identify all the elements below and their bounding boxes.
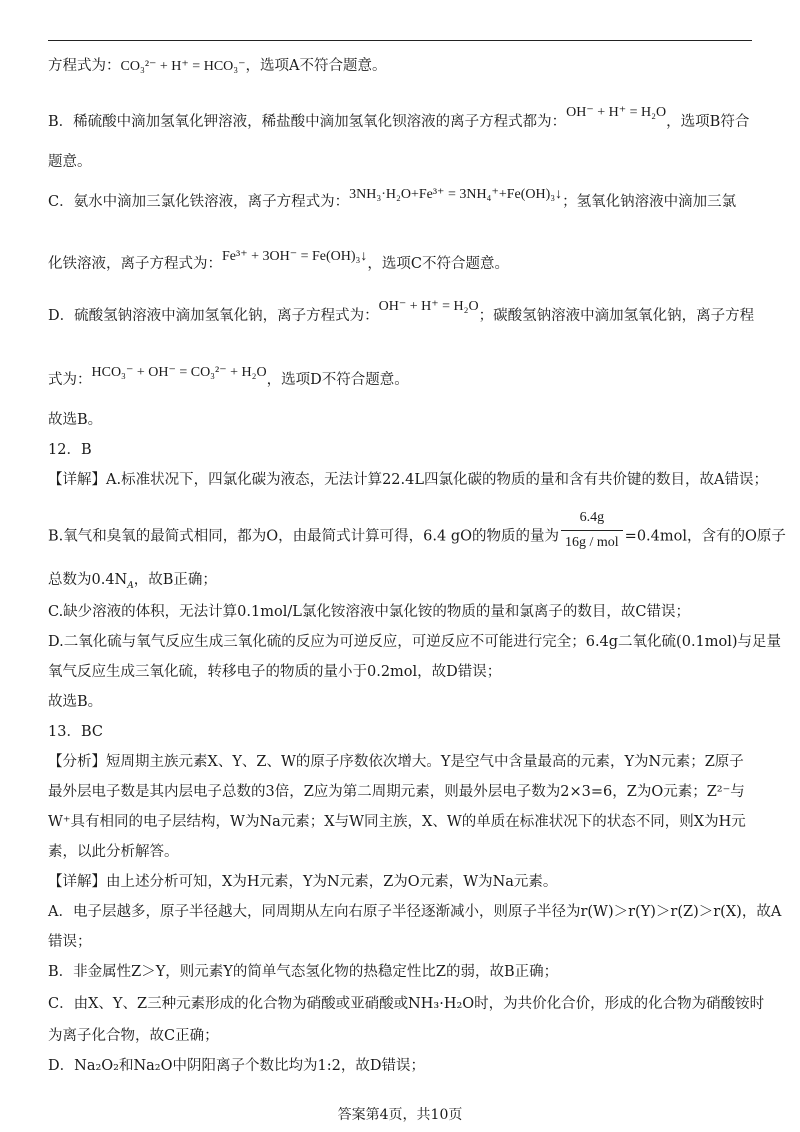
q12-number: 12．B	[48, 442, 92, 458]
q13-detail: 【详解】由上述分析可知，X为H元素，Y为N元素，Z为O元素，W为Na元素。	[48, 874, 558, 890]
q13-option-c-2: 为离子化合物，故C正确；	[48, 1028, 219, 1044]
answer-conclusion: 故选B。	[48, 412, 103, 428]
q13-option-c-1: C．由X、Y、Z三种元素形成的化合物为硝酸或亚硝酸或NH₃·H₂O时，为共价化合价，形成的化合物为硝酸铵时	[48, 996, 765, 1012]
q13-number: 13．BC	[48, 724, 103, 740]
option-d-line: D．硫酸氢钠溶液中滴加氢氧化钠，离子方程式为：OH⁻ + H⁺ = H₂O；碳酸氢钠溶液中滴加氢氧化钠，离子方程	[48, 299, 755, 324]
option-d-cont: 式为：HCO₃⁻ + OH⁻ = CO₃²⁻ + H₂O，选项D不符合题意。	[48, 365, 409, 388]
option-c-line: C．氨水中滴加三氯化铁溶液，离子方程式为：3NH₃·H₂O+Fe³⁺ = 3NH₄⁺+Fe(OH)₃↓；氢氧化钠溶液中滴加三氯	[48, 187, 737, 210]
q12-option-b: B.氧气和臭氧的最简式相同，都为O，由最简式计算可得，6.4 gO的物质的量为 $\frac{6.4g}{\text{16g / mol}}$ =0.4mol，含有的O原子	[48, 514, 752, 559]
q13-analysis-4: 素，以此分析解答。	[48, 844, 179, 860]
q13-analysis-2: 最外层电子数是其内层电子总数的3倍，Z应为第二周期元素，则最外层电子数为2×3=6，Z为O元素；Z²⁻与	[48, 784, 745, 800]
option-b-line: B．稀硫酸中滴加氢氧化钾溶液，稀盐酸中滴加氢氧化钡溶液的离子方程式都为：OH⁻ + H⁺ = H₂O，选项B符合	[48, 105, 750, 130]
q12-option-d-2: 氧气反应生成三氧化硫，转移电子的物质的量小于0.2mol，故D错误；	[48, 664, 502, 680]
option-b-cont: 题意。	[48, 154, 92, 170]
q12-option-c: C.缺少溶液的体积，无法计算0.1mol/L氯化铵溶液中氯化铵的物质的量和氯离子的数目，故C错误；	[48, 604, 690, 620]
fraction: $\frac{6.4g}{\text{16g / mol}}$	[561, 508, 623, 553]
q13-option-b: B．非金属性Z＞Y，则元素Y的简单气态氢化物的热稳定性比Z的弱，故B正确；	[48, 964, 559, 980]
q12-conclusion: 故选B。	[48, 694, 103, 710]
option-c-cont: 化铁溶液，离子方程式为：Fe³⁺ + 3OH⁻ = Fe(OH)₃↓，选项C不符合题意。	[48, 249, 510, 272]
q13-analysis-3: W⁺具有相同的电子层结构，W为Na元素；X与W同主族，X、W的单质在标准状况下的状态不同，则X为H元	[48, 814, 746, 830]
header-rule	[48, 40, 752, 41]
q13-option-a-2: 错误；	[48, 934, 92, 950]
q13-analysis-1: 【分析】短周期主族元素X、Y、Z、W的原子序数依次增大。Y是空气中含量最高的元素，Y为N元素；Z原子	[48, 754, 744, 770]
q12-detail-a: 【详解】A.标准状况下，四氯化碳为液态，无法计算22.4L四氯化碳的物质的量和含有共价键的数目，故A错误；	[48, 472, 768, 488]
q13-option-a-1: A．电子层越多，原子半径越大，同周期从左向右原子半径逐渐减小，则原子半径为r(W)＞r(Y)＞r(Z)＞r(X)，故A	[48, 904, 782, 920]
q13-option-d: D．Na₂O₂和Na₂O中阴阳离子个数比均为1:2，故D错误；	[48, 1058, 425, 1074]
q12-option-d-1: D.二氧化硫与氧气反应生成三氧化硫的反应为可逆反应，可逆反应不可能进行完全；6.4g二氧化硫(0.1mol)与足量	[48, 634, 782, 650]
q12-option-b-cont: 总数为$0.4N_A$，故B正确；	[48, 572, 217, 591]
page-footer: 答案第4页，共10页	[337, 1107, 463, 1123]
paragraph-a-conclusion: 方程式为：CO₃²⁻ + H⁺ = HCO₃⁻，选项A不符合题意。	[48, 58, 387, 74]
